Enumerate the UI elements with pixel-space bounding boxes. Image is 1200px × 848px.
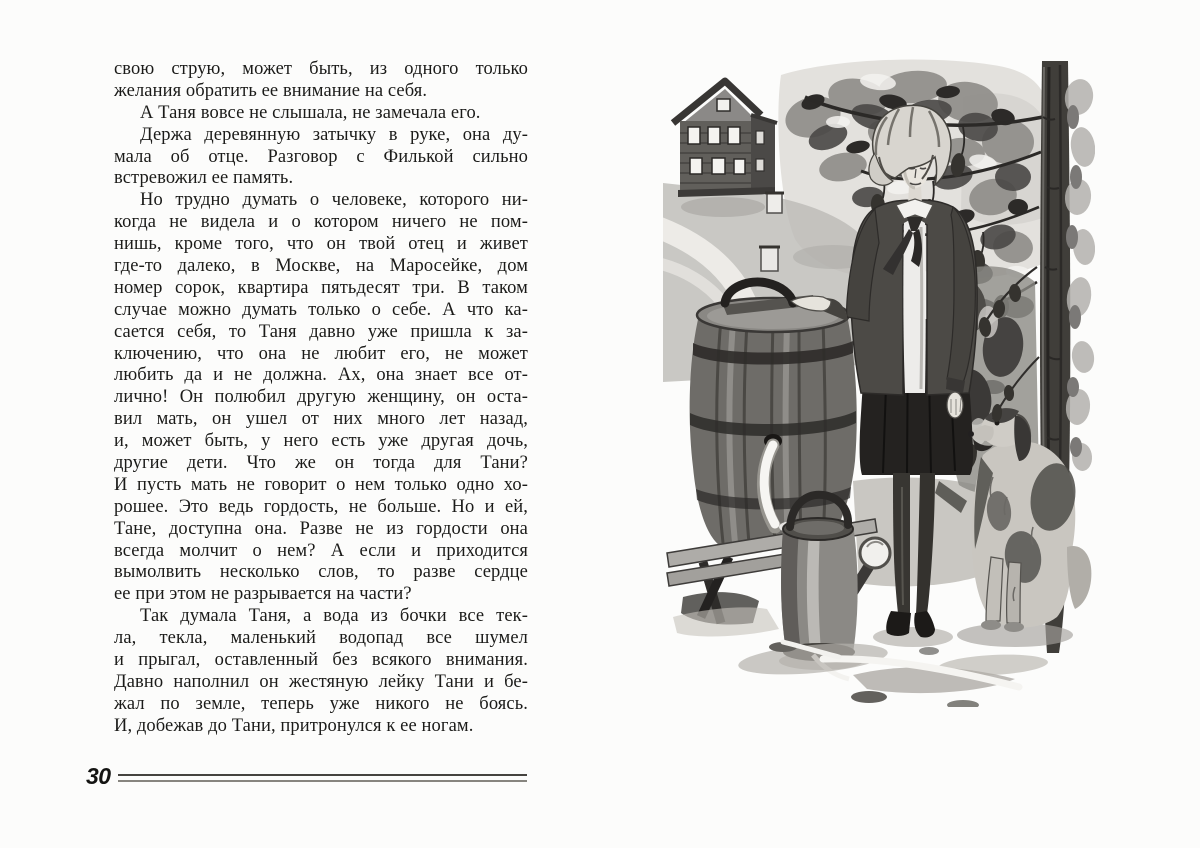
page-number: 30 xyxy=(86,763,111,789)
text-line: ключению, что она не любит его, не может xyxy=(114,343,528,364)
text-line: номер сорок, квартира пятьдесят три. В таком xyxy=(114,277,528,298)
footer-rule xyxy=(118,774,527,782)
shoes xyxy=(886,611,911,636)
text-line: желания обратить ее внимание на себя. xyxy=(114,80,428,101)
dog-tail xyxy=(1067,546,1091,609)
text-line: и прыгал, оставленный без всякого внимания. xyxy=(114,650,528,671)
text-line: вымолвить несколько слов, то разве сердце xyxy=(114,562,528,583)
text-line: А Таня вовсе не слышала, не замечала его. xyxy=(140,102,481,123)
text-line: другие дети. Что же он тогда для Тани? xyxy=(114,453,528,474)
page-text xyxy=(114,59,528,738)
text-line: жал по земле, теперь уже никого не боясь. xyxy=(114,693,528,714)
text-line: встревожил ее память. xyxy=(114,168,294,189)
text-line: Но трудно думать о человеке, которого ни- xyxy=(140,190,528,211)
text-line: где-то далеко, в Москве, на Маросейке, дом xyxy=(114,256,528,277)
text-line: свою струю, может быть, из одного только xyxy=(114,59,528,79)
illustration xyxy=(663,57,1095,707)
text-line: любить да и не должна. Ах, она знает все от- xyxy=(114,365,528,386)
text-line: И пусть мать не говорит о нем только одно хо- xyxy=(114,474,528,495)
text-line: всегда молчит о нем? А если и приходится xyxy=(114,540,528,561)
text-line: ее при этом не разрывается на части? xyxy=(114,584,412,605)
text-line: рошее. Это ведь гордость, не больше. Но и ей, xyxy=(114,496,528,517)
text-line: И, добежав до Тани, притронулся к ее ногам. xyxy=(114,715,474,736)
text-line: Держа деревянную затычку в руке, она ду- xyxy=(140,124,528,145)
text-line: Так думала Таня, а вода из бочки все тек- xyxy=(140,606,528,627)
text-line: Тане, доступна она. Разве не из гордости она xyxy=(114,518,528,539)
text-line: когда не видела и о котором ничего не пом- xyxy=(114,212,528,233)
text-line: нишь, кроме того, что он твой отец и живет xyxy=(114,234,528,255)
text-line: ла, текла, маленький водопад все шумел xyxy=(114,628,528,649)
village-house xyxy=(673,81,777,197)
text-line: вил мать, он ушел от них много лет назад, xyxy=(114,409,528,430)
text-line: случае можно думать только о себе. А что ка- xyxy=(114,299,528,320)
text-line: лично! Он полюбил другую женщину, он оста- xyxy=(114,387,528,408)
wooden-barrel xyxy=(690,282,857,545)
text-line: сается себя, то Таня давно уже пришла к за- xyxy=(114,321,528,342)
text-line: и, может быть, у него есть уже другая дочь, xyxy=(114,431,528,452)
text-line: Давно наполнил он жестяную лейку Тани и бе- xyxy=(114,671,528,692)
text-line: мала об отце. Разговор с Филькой сильно xyxy=(114,146,528,167)
attic-window xyxy=(717,99,730,111)
